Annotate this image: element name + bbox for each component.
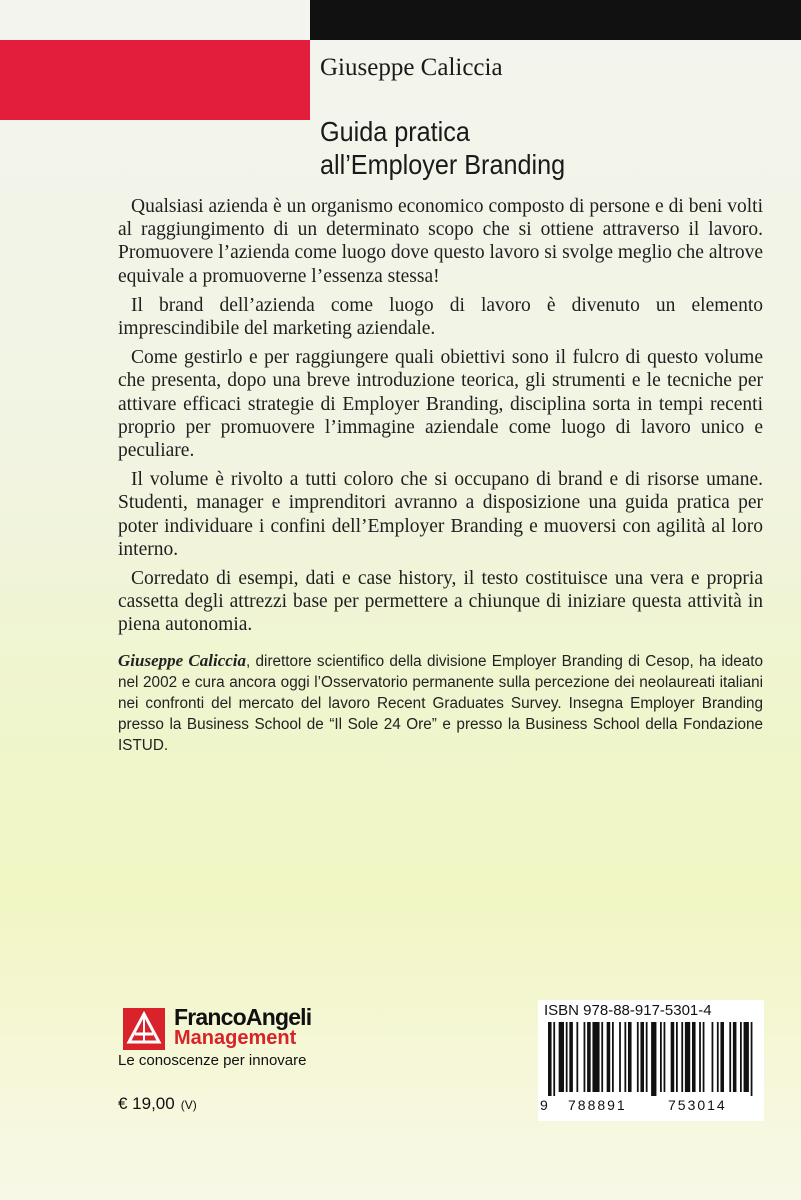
description-paragraph: Corredato di esempi, dati e case history, il testo costituisce una vera e propria cassetta degli attrezzi base per permettere a chiunque di iniziare questa attività in piena autonomia. xyxy=(118,568,763,636)
description-text xyxy=(118,195,763,643)
price xyxy=(118,1094,197,1114)
red-color-block xyxy=(0,40,310,120)
price-vat-note: (V) xyxy=(180,1098,197,1112)
description-paragraph: Il volume è rivolto a tutti coloro che si occupano di brand e di risorse umane. Studenti, manager e imprenditori avranno a disposizione una guida pratica per poter individuare i confini dell’Employer Branding e muoversi con agilità al loro interno. xyxy=(118,469,763,560)
barcode-icon xyxy=(548,1022,756,1096)
isbn-label: ISBN 978-88-917-5301-4 xyxy=(544,1002,712,1019)
publisher-brand: FrancoAngeli xyxy=(174,1004,312,1030)
publisher-mark-icon xyxy=(123,1008,165,1050)
barcode-box xyxy=(538,1000,764,1121)
title-line-2: all’Employer Branding xyxy=(320,149,566,180)
description-paragraph: Come gestirlo e per raggiungere quali obiettivi sono il fulcro di questo volume che presenta, dopo una breve introduzione teorica, gli strumenti e le tecniche per attivare efficaci strategie di Employer Branding, disciplina sorta in tempi recenti proprio per promuovere l’immagine aziendale come luogo di lavoro unico e peculiare. xyxy=(118,347,763,462)
author-bio xyxy=(118,650,763,756)
price-amount: € 19,00 xyxy=(118,1094,175,1113)
barcode-digits-right: 753014 xyxy=(668,1097,727,1113)
barcode-digits-left: 788891 xyxy=(568,1097,627,1113)
bio-author-name: Giuseppe Caliccia xyxy=(118,651,247,670)
barcode-digit-first: 9 xyxy=(540,1097,548,1113)
description-paragraph: Qualsiasi azienda è un organismo economico composto di persone e di beni volti al raggiungimento di un determinato scopo che si ottiene attraverso il lavoro. Promuovere l’azienda come luogo dove questo lavoro si svolge meglio che altrove equivale a promuoverne l’essenza stessa! xyxy=(118,196,763,287)
publisher-series: Management xyxy=(174,1027,297,1049)
bio-text: , direttore scientifico della divisione Employer Branding di Cesop, ha ideato nel 2002 e cura ancora oggi l’Osservatorio permanente sulla percezione dei neolaureati italiani nei confronti del mercato del lavoro Recent Graduates Survey. Insegna Employer Branding presso la Business School de “Il Sole 24 Ore” e presso la Business School della Fondazione ISTUD. xyxy=(118,653,763,754)
author-name: Giuseppe Caliccia xyxy=(320,54,503,81)
title-line-1: Guida pratica xyxy=(320,116,470,147)
publisher-tagline: Le conoscenze per innovare xyxy=(118,1052,307,1069)
description-paragraph: Il brand dell’azienda come luogo di lavoro è divenuto un elemento imprescindibile del marketing aziendale. xyxy=(118,294,763,340)
book-title xyxy=(320,115,565,181)
black-color-bar xyxy=(310,0,801,40)
